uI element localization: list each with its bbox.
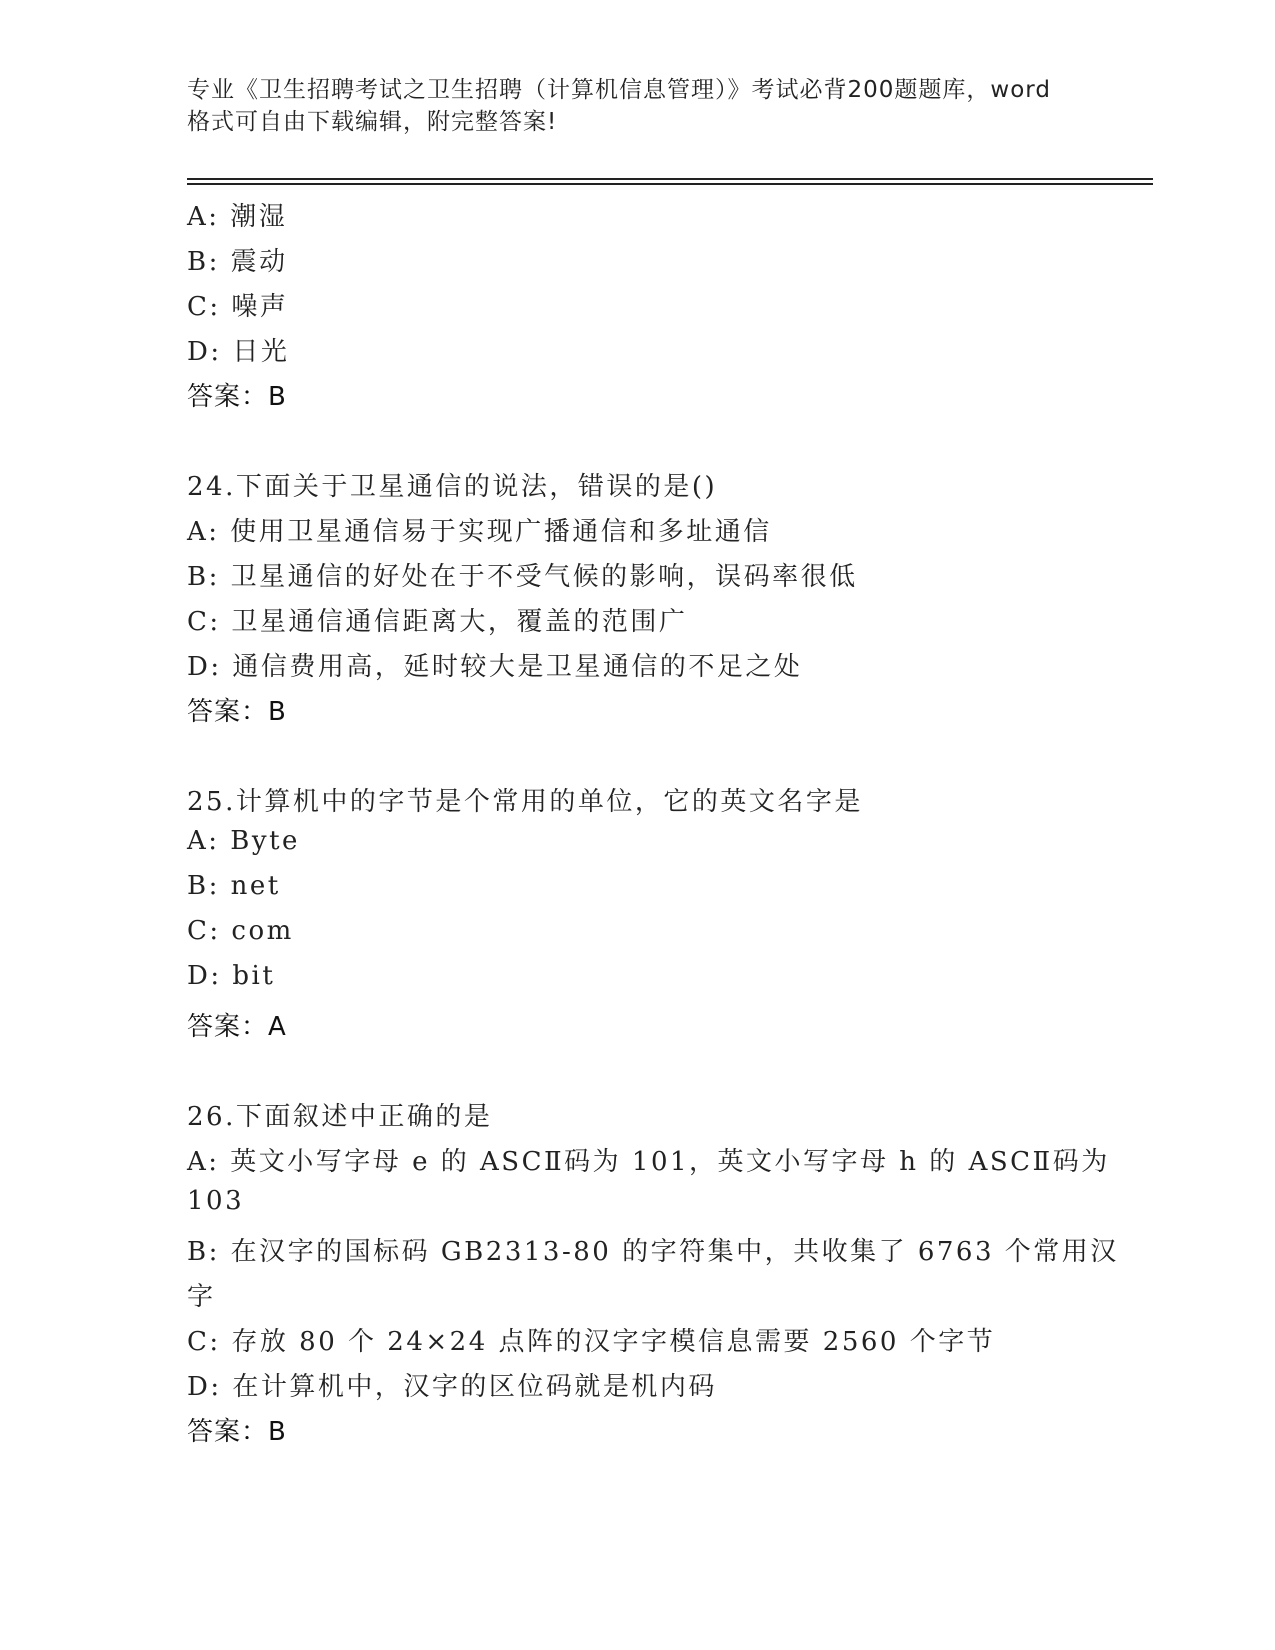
header-rule-bottom — [187, 183, 1153, 185]
q24-question: 24.下面关于卫星通信的说法，错误的是() — [187, 472, 718, 502]
q25-option-d: D: bit — [187, 961, 276, 991]
q23-option-b: B: 震动 — [187, 247, 288, 277]
q23-option-c: C: 噪声 — [187, 292, 289, 322]
q26-option-a-line-2: 103 — [187, 1186, 245, 1216]
q24-option-b: B: 卫星通信的好处在于不受气候的影响，误码率很低 — [187, 562, 858, 592]
q25-answer: 答案：A — [187, 1012, 287, 1042]
q24-answer: 答案：B — [187, 697, 287, 727]
q23-option-a: A: 潮湿 — [187, 202, 288, 232]
q26-answer: 答案：B — [187, 1417, 287, 1447]
document-header — [187, 74, 1087, 138]
q25-question: 25.计算机中的字节是个常用的单位，它的英文名字是 — [187, 787, 863, 817]
q26-option-d: D: 在计算机中，汉字的区位码就是机内码 — [187, 1372, 717, 1402]
q26-option-c: C: 存放 80 个 24×24 点阵的汉字字模信息需要 2560 个字节 — [187, 1327, 996, 1357]
q26-question: 26.下面叙述中正确的是 — [187, 1102, 493, 1132]
q26-option-a-line-1: A: 英文小写字母 e 的 ASCⅡ码为 101，英文小写字母 h 的 ASCⅡ码为 — [187, 1147, 1110, 1177]
q25-option-c: C: com — [187, 916, 294, 946]
header-line-2: 格式可自由下载编辑，附完整答案! — [187, 109, 558, 135]
q24-option-a: A: 使用卫星通信易于实现广播通信和多址通信 — [187, 517, 772, 547]
header-line-1: 专业《卫生招聘考试之卫生招聘（计算机信息管理）》考试必背200题题库，word — [187, 77, 1051, 103]
q26-option-b-line-1: B: 在汉字的国标码 GB2313-80 的字符集中，共收集了 6763 个常用汉 — [187, 1237, 1119, 1267]
q25-option-b: B: net — [187, 871, 281, 901]
q24-option-c: C: 卫星通信通信距离大，覆盖的范围广 — [187, 607, 688, 637]
q25-option-a: A: Byte — [187, 826, 300, 856]
q24-option-d: D: 通信费用高，延时较大是卫星通信的不足之处 — [187, 652, 803, 682]
header-rule-top — [187, 178, 1153, 180]
q26-option-b-line-2: 字 — [187, 1282, 216, 1312]
q23-option-d: D: 日光 — [187, 337, 290, 367]
q23-answer: 答案：B — [187, 382, 287, 412]
